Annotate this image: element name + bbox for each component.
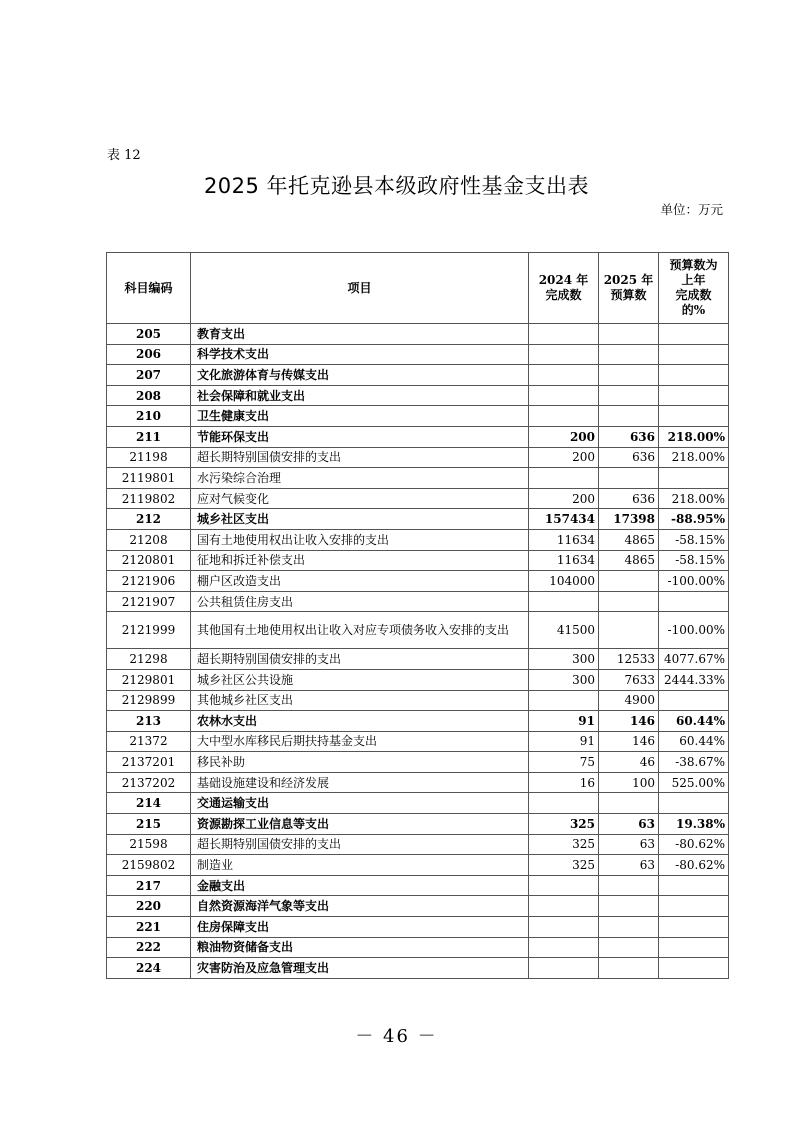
cell-code: 2137201 [107,752,191,773]
cell-pct-change: -80.62% [659,855,729,876]
cell-pct-change: 19.38% [659,814,729,835]
cell-code: 213 [107,711,191,732]
cell-2025-budget: 636 [599,447,659,468]
page-number: － 46 － [355,1026,438,1047]
cell-pct-change: -58.15% [659,529,729,550]
table-row [107,690,729,711]
cell-pct-change: -80.62% [659,834,729,855]
cell-name: 其他国有土地使用权出让收入对应专项债务收入安排的支出 [191,612,529,649]
table-row [107,772,729,793]
cell-code: 214 [107,793,191,814]
table-row [107,324,729,345]
cell-name: 资源勘探工业信息等支出 [191,814,529,835]
cell-pct-change: 525.00% [659,772,729,793]
cell-pct-change [659,917,729,938]
cell-pct-change [659,406,729,427]
cell-2024-actual [529,896,599,917]
cell-2024-actual: 200 [529,488,599,509]
cell-code: 21208 [107,529,191,550]
cell-2025-budget: 4865 [599,550,659,571]
cell-code: 205 [107,324,191,345]
cell-name: 住房保障支出 [191,917,529,938]
cell-name: 社会保障和就业支出 [191,385,529,406]
cell-2025-budget [599,344,659,365]
cell-2025-budget [599,958,659,979]
cell-2025-budget [599,406,659,427]
table-row [107,834,729,855]
header-pct-change: 预算数为 上年 完成数 的% [659,253,729,324]
cell-name: 农林水支出 [191,711,529,732]
cell-code: 2129801 [107,669,191,690]
cell-code: 221 [107,917,191,938]
cell-2024-actual [529,937,599,958]
cell-2024-actual: 325 [529,855,599,876]
cell-pct-change [659,690,729,711]
cell-name: 节能环保支出 [191,426,529,447]
cell-pct-change: 218.00% [659,447,729,468]
cell-2025-budget: 4900 [599,690,659,711]
table-row [107,958,729,979]
cell-name: 文化旅游体育与传媒支出 [191,365,529,386]
cell-2024-actual: 91 [529,711,599,732]
cell-2024-actual [529,468,599,489]
cell-pct-change [659,365,729,386]
cell-2024-actual [529,385,599,406]
table-row [107,468,729,489]
cell-name: 超长期特别国债安排的支出 [191,649,529,670]
cell-2025-budget: 46 [599,752,659,773]
cell-2024-actual: 11634 [529,529,599,550]
cell-2024-actual: 325 [529,834,599,855]
cell-name: 卫生健康支出 [191,406,529,427]
cell-name: 国有土地使用权出让收入安排的支出 [191,529,529,550]
table-row [107,752,729,773]
cell-pct-change [659,896,729,917]
cell-2024-actual: 300 [529,649,599,670]
cell-2025-budget: 12533 [599,649,659,670]
cell-2024-actual: 200 [529,447,599,468]
cell-name: 灾害防治及应急管理支出 [191,958,529,979]
cell-2024-actual [529,958,599,979]
header-code: 科目编码 [107,253,191,324]
table-label: 表 12 [107,148,141,163]
cell-2024-actual: 75 [529,752,599,773]
table-row [107,917,729,938]
cell-code: 206 [107,344,191,365]
cell-name: 公共租赁住房支出 [191,591,529,612]
cell-code: 2120801 [107,550,191,571]
cell-name: 城乡社区公共设施 [191,669,529,690]
table-row [107,529,729,550]
cell-pct-change: -100.00% [659,612,729,649]
cell-2025-budget: 100 [599,772,659,793]
table-row [107,612,729,649]
cell-name: 科学技术支出 [191,344,529,365]
cell-name: 大中型水库移民后期扶持基金支出 [191,731,529,752]
cell-2025-budget [599,896,659,917]
cell-pct-change: -88.95% [659,509,729,530]
cell-code: 215 [107,814,191,835]
cell-pct-change [659,591,729,612]
cell-name: 移民补助 [191,752,529,773]
cell-pct-change: 60.44% [659,731,729,752]
cell-code: 21372 [107,731,191,752]
cell-code: 2137202 [107,772,191,793]
cell-2025-budget: 146 [599,711,659,732]
cell-code: 2119802 [107,488,191,509]
cell-name: 水污染综合治理 [191,468,529,489]
table-row [107,649,729,670]
cell-pct-change: -100.00% [659,571,729,592]
cell-2024-actual [529,793,599,814]
table-row [107,591,729,612]
table-row [107,875,729,896]
table-row [107,731,729,752]
cell-2024-actual [529,344,599,365]
cell-2025-budget: 4865 [599,529,659,550]
cell-code: 212 [107,509,191,530]
cell-name: 基础设施建设和经济发展 [191,772,529,793]
cell-name: 超长期特别国债安排的支出 [191,447,529,468]
unit-label: 单位：万元 [660,202,723,217]
cell-pct-change [659,875,729,896]
cell-pct-change [659,958,729,979]
cell-2025-budget: 636 [599,488,659,509]
cell-2025-budget [599,937,659,958]
cell-pct-change [659,937,729,958]
table-row [107,896,729,917]
cell-code: 2121907 [107,591,191,612]
cell-code: 220 [107,896,191,917]
table-row [107,669,729,690]
table-row [107,509,729,530]
cell-2024-actual [529,406,599,427]
cell-code: 2129899 [107,690,191,711]
table-row [107,571,729,592]
cell-2024-actual [529,365,599,386]
cell-2025-budget: 63 [599,855,659,876]
cell-name: 城乡社区支出 [191,509,529,530]
cell-2025-budget: 63 [599,834,659,855]
cell-2025-budget [599,365,659,386]
cell-2024-actual: 91 [529,731,599,752]
cell-2025-budget [599,385,659,406]
cell-pct-change [659,468,729,489]
cell-code: 21598 [107,834,191,855]
table-row [107,447,729,468]
cell-code: 208 [107,385,191,406]
cell-pct-change: 218.00% [659,426,729,447]
table-header-row [107,253,729,324]
header-name: 项目 [191,253,529,324]
cell-name: 粮油物资储备支出 [191,937,529,958]
cell-code: 207 [107,365,191,386]
cell-code: 21298 [107,649,191,670]
cell-2024-actual: 41500 [529,612,599,649]
table-row [107,385,729,406]
cell-2024-actual [529,690,599,711]
cell-2025-budget [599,591,659,612]
header-2025-budget: 2025 年 预算数 [599,253,659,324]
cell-name: 制造业 [191,855,529,876]
cell-2025-budget: 636 [599,426,659,447]
cell-name: 金融支出 [191,875,529,896]
cell-2024-actual: 157434 [529,509,599,530]
page-title: 2025 年托克逊县本级政府性基金支出表 [203,174,590,198]
cell-2024-actual: 300 [529,669,599,690]
fund-expenditure-table [106,252,729,979]
cell-2025-budget [599,324,659,345]
cell-2025-budget [599,917,659,938]
header-2024-actual: 2024 年 完成数 [529,253,599,324]
cell-2025-budget [599,468,659,489]
table-row [107,365,729,386]
cell-name: 棚户区改造支出 [191,571,529,592]
cell-code: 224 [107,958,191,979]
cell-code: 2119801 [107,468,191,489]
cell-name: 应对气候变化 [191,488,529,509]
cell-code: 2121906 [107,571,191,592]
cell-2024-actual: 325 [529,814,599,835]
table-body [107,324,729,979]
table-row [107,855,729,876]
cell-name: 交通运输支出 [191,793,529,814]
cell-pct-change: -58.15% [659,550,729,571]
cell-pct-change: 2444.33% [659,669,729,690]
table-row [107,344,729,365]
cell-2024-actual: 11634 [529,550,599,571]
cell-2025-budget: 63 [599,814,659,835]
cell-pct-change: 4077.67% [659,649,729,670]
table-row [107,793,729,814]
cell-2025-budget [599,612,659,649]
table-row [107,814,729,835]
cell-name: 征地和拆迁补偿支出 [191,550,529,571]
cell-code: 211 [107,426,191,447]
cell-2024-actual [529,591,599,612]
cell-code: 210 [107,406,191,427]
cell-code: 21198 [107,447,191,468]
cell-code: 222 [107,937,191,958]
table-row [107,426,729,447]
cell-2024-actual: 104000 [529,571,599,592]
table-row [107,406,729,427]
table-row [107,550,729,571]
cell-name: 自然资源海洋气象等支出 [191,896,529,917]
cell-name: 教育支出 [191,324,529,345]
table-row [107,488,729,509]
cell-name: 其他城乡社区支出 [191,690,529,711]
cell-pct-change: -38.67% [659,752,729,773]
cell-2024-actual [529,917,599,938]
cell-pct-change [659,344,729,365]
cell-name: 超长期特别国债安排的支出 [191,834,529,855]
table-row [107,937,729,958]
cell-pct-change [659,385,729,406]
cell-pct-change: 218.00% [659,488,729,509]
cell-2025-budget [599,571,659,592]
cell-2024-actual: 200 [529,426,599,447]
cell-2024-actual [529,875,599,896]
cell-2025-budget: 17398 [599,509,659,530]
cell-2025-budget [599,793,659,814]
cell-2025-budget: 7633 [599,669,659,690]
cell-code: 2121999 [107,612,191,649]
table-row [107,711,729,732]
cell-pct-change [659,324,729,345]
cell-2025-budget: 146 [599,731,659,752]
cell-2025-budget [599,875,659,896]
cell-pct-change [659,793,729,814]
cell-pct-change: 60.44% [659,711,729,732]
cell-2024-actual: 16 [529,772,599,793]
cell-2024-actual [529,324,599,345]
cell-code: 217 [107,875,191,896]
cell-code: 2159802 [107,855,191,876]
